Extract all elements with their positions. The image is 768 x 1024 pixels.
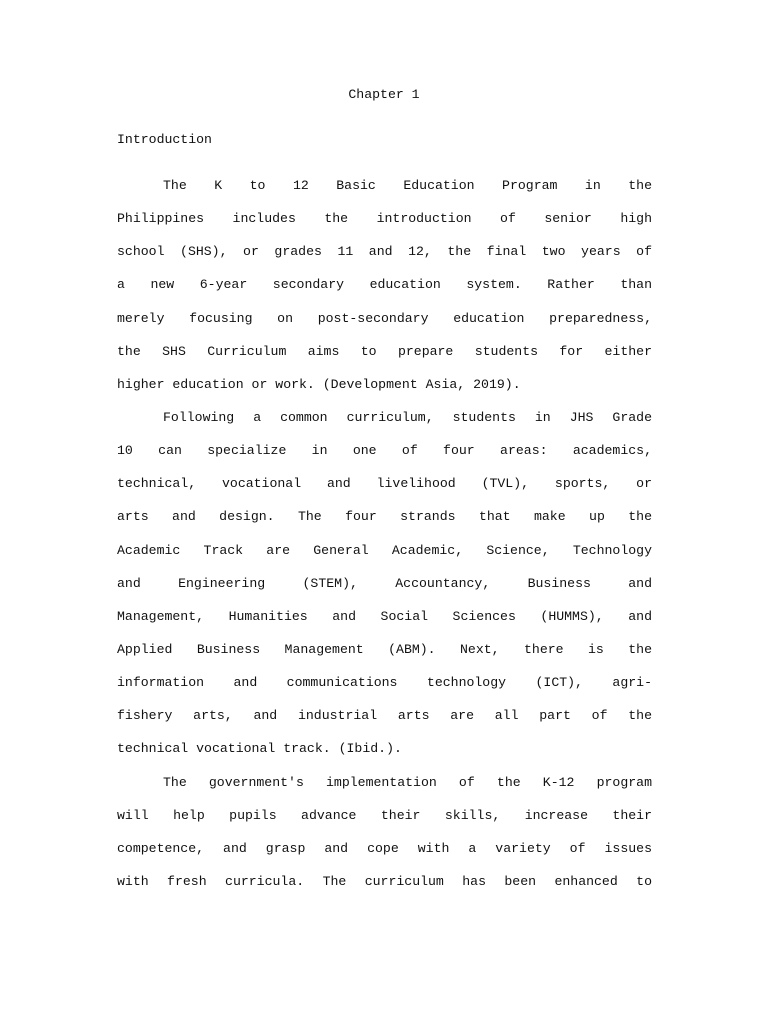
text-line: technical, vocational and livelihood (TVL), sports, or (117, 476, 652, 492)
text-line: fishery arts, and industrial arts are all part of the (117, 708, 652, 724)
text-line: information and communications technology (ICT), agri- (117, 675, 652, 691)
text-line: technical vocational track. (Ibid.). (117, 741, 402, 757)
text-line: The government's implementation of the K-12 program (163, 774, 652, 790)
text-line: with fresh curricula. The curriculum has been enhanced to (117, 873, 652, 889)
text-line: school (SHS), or grades 11 and 12, the final two years of (117, 244, 652, 260)
text-line: merely focusing on post-secondary education preparedness, (117, 310, 652, 326)
text-line: arts and design. The four strands that make up the (117, 509, 652, 525)
text-line: a new 6-year secondary education system. Rather than (117, 277, 652, 293)
body-text (117, 177, 652, 906)
text-line: Philippines includes the introduction of senior high (117, 211, 652, 227)
text-line: Management, Humanities and Social Sciences (HUMMS), and (117, 608, 652, 624)
text-line: competence, and grasp and cope with a variety of issues (117, 840, 652, 856)
text-line: Applied Business Management (ABM). Next, there is the (117, 641, 652, 657)
chapter-title: Chapter 1 (348, 87, 420, 102)
text-line: The K to 12 Basic Education Program in the (163, 178, 652, 193)
text-line: Following a common curriculum, students in JHS Grade (163, 409, 652, 425)
text-line: 10 can specialize in one of four areas: academics, (117, 443, 652, 459)
text-line: the SHS Curriculum aims to prepare students for either (117, 343, 652, 359)
text-line: higher education or work. (Development Asia, 2019). (117, 376, 521, 392)
text-line: will help pupils advance their skills, increase their (117, 807, 652, 823)
section-heading: Introduction (117, 132, 212, 147)
text-line: and Engineering (STEM), Accountancy, Business and (117, 575, 652, 591)
text-line: Academic Track are General Academic, Science, Technology (117, 542, 652, 558)
